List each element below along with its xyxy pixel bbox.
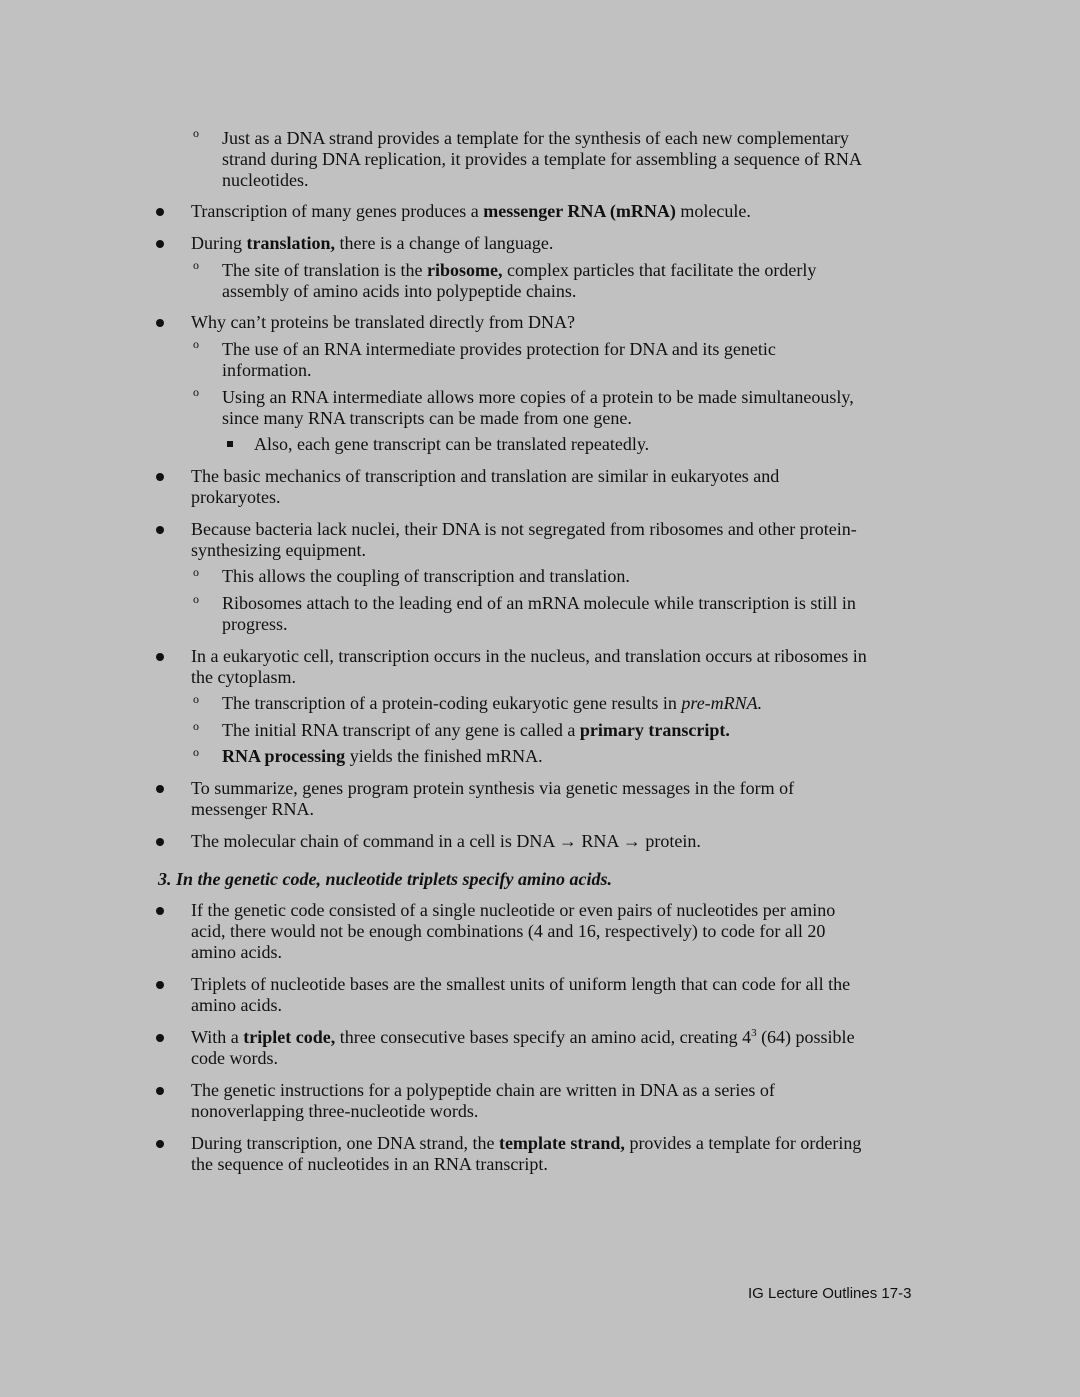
bullet-marker: [156, 653, 164, 661]
text-line: The basic mechanics of transcription and translation are similar in eukaryotes and: [191, 466, 780, 486]
text-line: The site of translation is the ribosome, complex particles that facilitate the orderly: [222, 260, 817, 280]
text-line: Ribosomes attach to the leading end of an mRNA molecule while transcription is still in: [222, 593, 856, 613]
text-line: code words.: [191, 1048, 278, 1068]
bullet-marker: [156, 1034, 164, 1042]
text-line: synthesizing equipment.: [191, 540, 366, 560]
bullet-marker: [156, 838, 164, 846]
bullet-marker: [156, 208, 164, 216]
text-line: This allows the coupling of transcription and translation.: [222, 566, 630, 586]
sub-bullet-marker: o: [193, 565, 199, 579]
page-footer: IG Lecture Outlines 17-3: [748, 1285, 912, 1302]
bullet-marker: [156, 1140, 164, 1148]
text-line: With a triplet code, three consecutive bases specify an amino acid, creating $4^3$ (64) possible: [191, 1027, 855, 1047]
sub-bullet-marker: o: [193, 258, 199, 272]
sub-bullet-marker: o: [193, 692, 199, 706]
text-line: prokaryotes.: [191, 487, 281, 507]
text-line: Using an RNA intermediate allows more copies of a protein to be made simultaneously,: [222, 387, 854, 407]
bullet-marker: [156, 981, 164, 989]
text-line: acid, there would not be enough combinations (4 and 16, respectively) to code for all 20: [191, 921, 826, 941]
sub-bullet-marker: o: [193, 592, 199, 606]
text-line: Just as a DNA strand provides a template for the synthesis of each new complementary: [222, 128, 849, 148]
text-line: since many RNA transcripts can be made from one gene.: [222, 408, 632, 428]
bullet-marker: [156, 240, 164, 248]
text-line: The genetic instructions for a polypeptide chain are written in DNA as a series of: [191, 1080, 775, 1100]
text-line: Because bacteria lack nuclei, their DNA is not segregated from ribosomes and other protein-: [191, 519, 857, 539]
bullet-marker: [156, 473, 164, 481]
sub-bullet-marker: o: [193, 337, 199, 351]
text-line: RNA processing yields the finished mRNA.: [222, 746, 543, 766]
text-line: amino acids.: [191, 942, 282, 962]
text-line: nucleotides.: [222, 170, 309, 190]
sub-bullet-marker: o: [193, 719, 199, 733]
bullet-marker: [156, 319, 164, 327]
text-line: The initial RNA transcript of any gene is called a primary transcript.: [222, 720, 730, 740]
text-line: The use of an RNA intermediate provides protection for DNA and its genetic: [222, 339, 776, 359]
sub-bullet-marker: o: [193, 745, 199, 759]
square-bullet-marker: [227, 441, 233, 447]
text-line: The molecular chain of command in a cell is DNA → RNA → protein.: [191, 831, 701, 851]
text-line: If the genetic code consisted of a single nucleotide or even pairs of nucleotides per amino: [191, 900, 836, 920]
bullet-marker: [156, 526, 164, 534]
text-line: To summarize, genes program protein synthesis via genetic messages in the form of: [191, 778, 795, 798]
sub-bullet-marker: o: [193, 126, 199, 140]
sub-bullet-marker: o: [193, 385, 199, 399]
text-line: strand during DNA replication, it provides a template for assembling a sequence of RNA: [222, 149, 862, 169]
bullet-marker: [156, 1087, 164, 1095]
text-line: Why can’t proteins be translated directly from DNA?: [191, 312, 576, 332]
text-line: assembly of amino acids into polypeptide chains.: [222, 281, 577, 301]
bullet-marker: [156, 907, 164, 915]
text-line: The transcription of a protein-coding eukaryotic gene results in pre-mRNA.: [222, 693, 763, 713]
text-line: information.: [222, 360, 312, 380]
text-line: Transcription of many genes produces a messenger RNA (mRNA) molecule.: [191, 201, 751, 221]
text-line: messenger RNA.: [191, 799, 314, 819]
text-line: the cytoplasm.: [191, 667, 296, 687]
text-line: Triplets of nucleotide bases are the smallest units of uniform length that can code for all the: [191, 974, 851, 994]
text-line: nonoverlapping three-nucleotide words.: [191, 1101, 479, 1121]
text-line: the sequence of nucleotides in an RNA transcript.: [191, 1154, 548, 1174]
section-heading: 3. In the genetic code, nucleotide triplets specify amino acids.: [158, 869, 612, 889]
bullet-marker: [156, 785, 164, 793]
text-line: During translation, there is a change of language.: [191, 233, 554, 253]
text-line: During transcription, one DNA strand, the template strand, provides a template for ordering: [191, 1133, 862, 1153]
text-line: Also, each gene transcript can be translated repeatedly.: [254, 434, 650, 454]
text-line: amino acids.: [191, 995, 282, 1015]
text-line: progress.: [222, 614, 288, 634]
text-line: In a eukaryotic cell, transcription occurs in the nucleus, and translation occurs at ribosomes in: [191, 646, 867, 666]
